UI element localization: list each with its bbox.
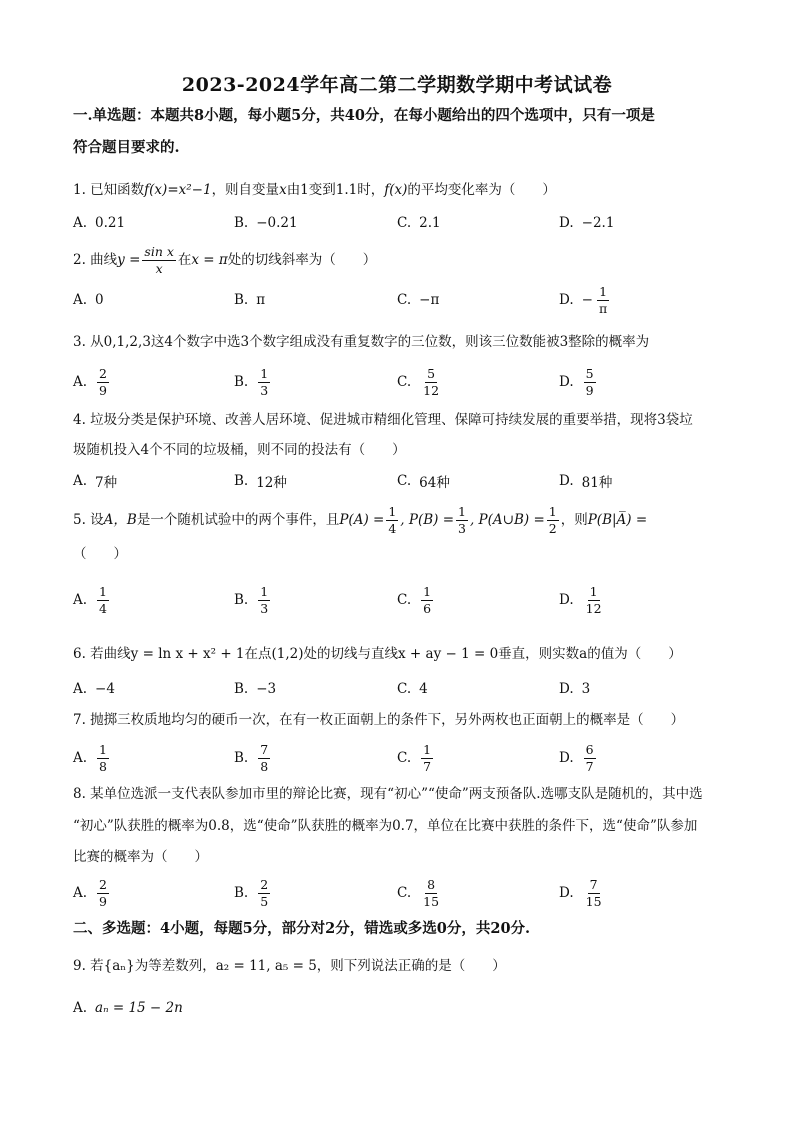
fraction-denominator: 12 [585,600,602,616]
q8-option-c[interactable] [397,873,443,913]
option-letter: B. [234,592,249,608]
option-value: −3 [256,681,277,697]
option-fraction [258,878,270,909]
q6-option-b[interactable] [234,669,276,709]
fraction-denominator: 5 [260,893,269,909]
q5-text-a: 5. 设 [73,512,104,528]
q2-point-expr: x = π [191,252,228,268]
option-letter: B. [234,885,249,901]
option-value: 81种 [581,475,613,491]
question-4-line2: 圾随机投入4个不同的垃圾桶，则不同的投法有（ ） [73,442,406,458]
question-3: 3. 从0,1,2,3这4个数字中选3个数字组成没有重复数字的三位数，则该三位数能被3整除的概率为 [73,334,650,350]
option-letter: D. [559,681,574,697]
q1-text-c: 由1变到1.1时， [286,182,385,198]
option-letter: C. [397,592,412,608]
fraction-denominator: 2 [548,521,557,536]
fraction-numerator: sin x [144,244,174,259]
fraction-numerator: 1 [260,365,269,381]
fraction-numerator: 8 [427,876,436,892]
option-letter: B. [234,374,249,390]
option-fraction [584,878,604,909]
option-fraction [97,878,109,909]
question-2 [73,243,728,277]
q6-option-c[interactable] [397,669,428,709]
option-letter: D. [559,374,574,390]
question-6: 6. 若曲线y = ln x + x² + 1在点(1,2)处的切线与直线x + ay − 1 = 0垂直，则实数a的值为（ ） [73,646,682,662]
q1-option-c[interactable] [397,203,441,243]
q1-text-a: 1. 已知函数 [73,182,145,198]
question-5-line2: （ ） [73,546,127,562]
option-letter: C. [397,681,412,697]
q5-option-c[interactable] [397,580,435,620]
option-fraction [258,743,270,774]
option-fraction [258,367,270,398]
fraction-numerator: 6 [585,741,594,757]
q8-option-d[interactable] [559,873,606,913]
fraction-denominator: 9 [99,893,107,909]
option-letter: A. [73,473,88,489]
option-value: −4 [95,681,115,697]
question-9: 9. 若{aₙ}为等差数列，a₂ = 11, a₅ = 5，则下列说法正确的是（ ） [73,958,506,974]
question-8-line2: “初心”队获胜的概率为0.8，选“使命”队获胜的概率为0.7，单位在比赛中获胜的条件下，选“使命”队参加 [73,818,698,834]
option-fraction [584,585,604,616]
option-value: 0 [95,292,104,308]
fraction-numerator: 7 [589,876,598,892]
option-fraction [421,878,441,909]
q6-option-a[interactable] [73,669,115,709]
option-letter: C. [397,473,412,489]
fraction-denominator: 15 [423,893,440,909]
option-value: 3 [581,681,591,697]
fraction-denominator: 15 [585,893,602,909]
fraction-denominator: 3 [260,382,269,398]
q6-options [73,669,733,709]
question-7: 7. 抛掷三枚质地均匀的硬币一次，在有一枚正面朝上的条件下，另外两枚也正面朝上的概率是（ ） [73,712,685,728]
q2-fraction [142,245,176,276]
q1-option-b[interactable] [234,203,298,243]
q3-option-d[interactable] [559,362,598,402]
fraction-numerator: 1 [99,583,107,599]
option-value: 2.1 [419,215,441,231]
question-8-line1: 8. 某单位选派一支代表队参加市里的辩论比赛，现有“初心”“使命”两支预备队.选哪支队是随机的，其中选 [73,786,703,802]
fraction-numerator: 1 [599,283,608,299]
option-fraction [584,743,596,774]
q5-events: A，B [103,512,137,528]
q7-options [73,738,733,778]
option-sign: − [581,292,593,308]
option-letter: A. [73,681,88,697]
fraction-denominator: 8 [99,758,107,774]
q1-option-d[interactable] [559,203,614,243]
q2-option-a[interactable] [73,280,104,320]
fraction-numerator: 1 [458,504,466,519]
q1-function-expr: f(x)=x²−1 [144,182,212,198]
option-letter: A. [73,592,88,608]
q7-option-d[interactable] [559,738,598,778]
option-letter: D. [559,592,574,608]
option-letter: C. [397,885,412,901]
fraction-numerator: 2 [99,876,107,892]
option-fraction [421,743,433,774]
q5-pab-fraction [547,505,559,536]
q2-y-eq: y = [117,252,141,268]
q3-option-c[interactable] [397,362,443,402]
option-value: −0.21 [256,215,298,231]
q7-option-a[interactable] [73,738,111,778]
q1-text-d: 的平均变化率为（ ） [407,182,556,198]
q5-pb-fraction [456,505,468,536]
fraction-denominator: 7 [585,758,594,774]
q3-option-a[interactable] [73,362,111,402]
fraction-numerator: 5 [427,365,436,381]
fraction-denominator: x [155,261,163,276]
fraction-denominator: π [598,300,608,316]
q8-options [73,873,733,913]
q4-option-b[interactable] [234,461,287,501]
q2-option-b[interactable] [234,280,265,320]
option-letter: A. [73,292,88,308]
option-value: 4 [419,681,428,697]
fraction-numerator: 1 [548,504,557,519]
q1-options [73,203,733,243]
option-letter: A. [73,215,88,231]
q2-text-b: 在 [177,252,192,268]
option-letter: B. [234,215,249,231]
option-letter: D. [559,292,574,308]
option-value: 64种 [419,475,450,491]
q2-text-a: 2. 曲线 [73,252,118,268]
fraction-numerator: 1 [260,583,269,599]
option-letter: D. [559,750,574,766]
option-letter: D. [559,885,574,901]
fraction-denominator: 7 [423,758,432,774]
option-letter: D. [559,215,574,231]
q9-option-a[interactable] [73,988,183,1028]
q5-target: P(B|A̅) = [587,512,648,528]
q5-text-c: ，则 [560,512,588,528]
fraction-denominator: 9 [99,382,107,398]
q8-option-a[interactable] [73,873,111,913]
option-value: 0.21 [95,215,126,231]
q1-variable: x [279,182,287,198]
fraction-numerator: 5 [585,365,594,381]
fraction-denominator: 3 [260,600,269,616]
option-fraction [421,367,441,398]
q7-option-b[interactable] [234,738,272,778]
option-letter: B. [234,292,249,308]
option-value: 12种 [256,475,287,491]
option-letter: B. [234,750,249,766]
fraction-denominator: 9 [585,382,594,398]
q2-option-d[interactable] [559,280,611,320]
q2-text-c: 处的切线斜率为（ ） [227,252,377,268]
fraction-denominator: 4 [99,600,107,616]
fraction-denominator: 12 [423,382,440,398]
fraction-numerator: 7 [260,741,269,757]
fraction-denominator: 6 [423,600,432,616]
fraction-numerator: 1 [423,741,432,757]
fraction-denominator: 3 [458,521,466,536]
q5-options [73,580,733,620]
section1-heading-line1: 一.单选题：本题共8小题，每小题5分，共40分，在每小题给出的四个选项中，只有一项是 [73,107,655,124]
q4-option-a[interactable] [73,461,117,501]
question-1 [73,175,728,205]
option-letter: C. [397,374,412,390]
option-letter: C. [397,292,412,308]
option-value: 7种 [95,475,118,491]
page-title: 2023-2024学年高二第二学期数学期中考试试卷 [181,74,613,96]
fraction-numerator: 2 [260,876,269,892]
section2-heading: 二、多选题：4小题，每题5分，部分对2分，错选或多选0分，共20分. [73,920,531,937]
q7-option-c[interactable] [397,738,435,778]
option-fraction [97,585,109,616]
q4-options [73,461,733,501]
option-letter: A. [73,750,88,766]
option-letter: A. [73,1000,88,1016]
q1-text-b: ，则自变量 [211,182,280,198]
q6-option-d[interactable] [559,669,590,709]
fraction-numerator: 1 [589,583,598,599]
q4-option-c[interactable] [397,461,450,501]
q3-option-b[interactable] [234,362,272,402]
fraction-numerator: 2 [99,365,107,381]
option-letter: B. [234,473,249,489]
q5-pa: P(A) = [339,512,385,528]
option-letter: C. [397,750,412,766]
q5-pb: , P(B) = [400,512,455,528]
option-fraction [584,367,596,398]
option-letter: D. [559,473,574,489]
option-fraction [97,743,109,774]
q5-pa-fraction [386,505,398,536]
q1-function-ref: f(x) [384,182,408,198]
fraction-numerator: 1 [388,504,397,519]
section1-heading-line2: 符合题目要求的. [73,139,180,156]
q2-option-c[interactable] [397,280,439,320]
q2-options [73,280,733,320]
q5-text-b: 是一个随机试验中的两个事件，且 [136,512,340,528]
option-value: π [256,292,266,308]
q5-option-d[interactable] [559,580,606,620]
fraction-denominator: 8 [260,758,269,774]
option-letter: A. [73,374,88,390]
q5-option-b[interactable] [234,580,272,620]
q4-option-d[interactable] [559,461,612,501]
option-fraction [97,367,109,398]
q1-option-a[interactable] [73,203,125,243]
question-4-line1: 4. 垃圾分类是保护环境、改善人居环境、促进城市精细化管理、保障可持续发展的重要举措，现将3袋垃 [73,412,693,428]
option-fraction [258,585,270,616]
q8-option-b[interactable] [234,873,272,913]
option-value: aₙ = 15 − 2n [95,1000,183,1016]
question-8-line3: 比赛的概率为（ ） [73,849,208,865]
option-letter: C. [397,215,412,231]
q5-pab: , P(A∪B) = [469,512,545,528]
q5-option-a[interactable] [73,580,111,620]
q3-options [73,362,733,402]
option-fraction [597,285,609,316]
option-letter: A. [73,885,88,901]
fraction-denominator: 4 [388,521,397,536]
option-fraction [421,585,433,616]
question-5 [73,502,728,538]
option-value: −2.1 [581,215,615,231]
q9-options [73,988,733,1028]
option-letter: B. [234,681,249,697]
fraction-numerator: 1 [99,741,107,757]
option-value: −π [419,292,440,308]
fraction-numerator: 1 [423,583,432,599]
